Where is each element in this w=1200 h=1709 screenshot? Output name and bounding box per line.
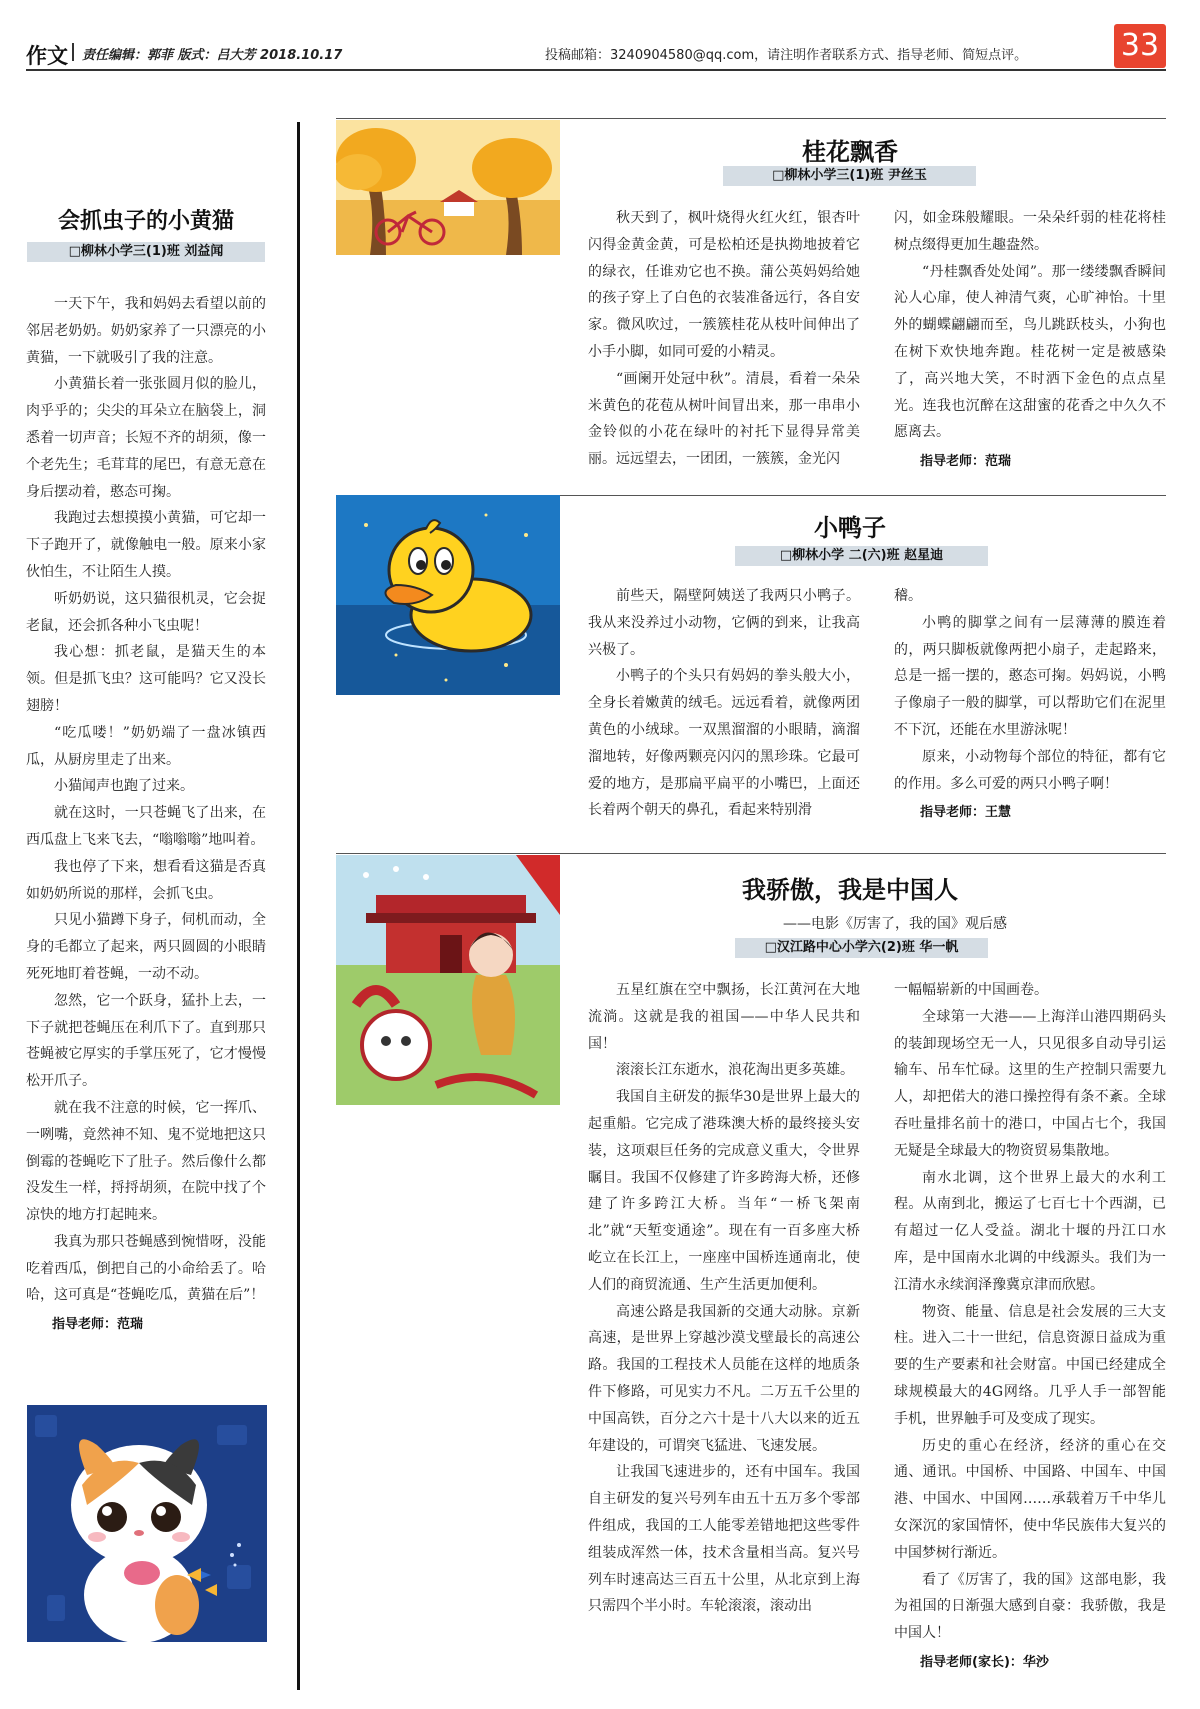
article-body	[894, 205, 1166, 476]
paragraph: 让我国飞速进步的，还有中国车。我国自主研发的复兴号列车由五十五万多个零部件组成，我国的工人能零差错地把这些零件组装成浑然一体，技术含量相当高。复兴号列车时速高达三百五十公里，从北京到上海只需四个半小时。车轮滚滚，滚动出	[588, 1464, 860, 1615]
article-body	[894, 583, 1166, 827]
article-title: 会抓虫子的小黄猫	[57, 208, 234, 234]
teacher-credit: 指导老师：王慧	[920, 805, 1012, 821]
paragraph: 我心想：抓老鼠，是猫天生的本领。但是抓飞虫？这可能吗？它又没长翅膀！	[26, 644, 266, 714]
paragraph: 前些天，隔壁阿姨送了我两只小鸭子。我从来没养过小动物，它俩的到来，让我高兴极了。	[588, 588, 860, 658]
duckling-illustration	[336, 495, 560, 695]
article-byline: □柳林小学 二(六)班 赵星迪	[735, 546, 988, 566]
osmanthus-illustration	[336, 120, 560, 255]
paragraph: “画阑开处冠中秋”。清晨，看着一朵朵米黄色的花苞从树叶间冒出来，那一串串小金铃似的小花在绿叶的衬托下显得异常美丽。远远望去，一团团，一簇簇，金光闪	[588, 370, 860, 468]
paragraph: 稽。	[894, 588, 922, 604]
header-separator	[72, 43, 74, 61]
teacher-credit: 指导老师：范瑞	[52, 1317, 144, 1333]
article-title: 桂花飘香	[802, 137, 898, 166]
paragraph: 就在我不注意的时候，它一挥爪、一咧嘴，竟然神不知、鬼不觉地把这只倒霉的苍蝇吃下了肚子。然后像什么都没发生一样，捋捋胡须，在院中找了个凉快的地方打起盹来。	[26, 1099, 266, 1224]
paragraph: 秋天到了，枫叶烧得火红火红，银杏叶闪得金黄金黄，可是松柏还是执拗地披着它的绿衣，任谁劝它也不换。蒲公英妈妈给她的孩子穿上了白色的衣装准备远行，各自安家。微风吹过，一簇簇桂花从枝叶间伸出了小手小脚，如同可爱的小精灵。	[588, 210, 860, 360]
paragraph: 看了《厉害了，我的国》这部电影，我为祖国的日渐强大感到自豪：我骄傲，我是中国人！	[894, 1571, 1166, 1642]
article-title: 我骄傲，我是中国人	[742, 875, 958, 904]
article-byline: □汉江路中心小学六(2)班 华一帆	[735, 938, 988, 958]
article-byline: □柳林小学三(1)班 刘益闻	[27, 242, 265, 262]
article-body	[588, 583, 860, 824]
article-body	[894, 977, 1166, 1677]
paragraph: 我也停了下来，想看看这猫是否真如奶奶所说的那样，会抓飞虫。	[26, 858, 266, 902]
paragraph: 高速公路是我国新的交通大动脉。京新高速，是世界上穿越沙漠戈壁最长的高速公路。我国的工程技术人员能在这样的地质条件下修路，可见实力不凡。二万五千公里的中国高铁，百分之六十是十八大以来的近五年建设的，可谓突飞猛进、飞速发展。	[588, 1303, 860, 1454]
teacher-credit: 指导老师：范瑞	[920, 454, 1012, 470]
paragraph: 就在这时，一只苍蝇飞了出来，在西瓜盘上飞来飞去，“嗡嗡嗡”地叫着。	[26, 805, 266, 848]
paragraph: 滚滚长江东逝水，浪花淘出更多英雄。	[616, 1062, 854, 1079]
paragraph: 原来，小动物每个部位的特征，都有它的作用。多么可爱的两只小鸭子啊！	[894, 748, 1166, 792]
paragraph: 忽然，它一个跃身，猛扑上去，一下子就把苍蝇压在利爪下了。直到那只苍蝇被它厚实的手掌压死了，它才慢慢松开爪子。	[26, 992, 266, 1090]
header-credits: 责任编辑：郭菲 版式：吕大芳 2018.10.17	[82, 48, 343, 63]
paragraph: 小黄猫长着一张张圆月似的脸儿，肉乎乎的；尖尖的耳朵立在脑袋上，洞悉着一切声音；长短不齐的胡须，像一个老先生；毛茸茸的尾巴，有意无意在身后摆动着，憨态可掬。	[26, 376, 266, 500]
article-body	[588, 205, 860, 473]
paragraph: 物资、能量、信息是社会发展的三大支柱。进入二十一世纪，信息资源日益成为重要的生产要素和社会财富。中国已经建成全球规模最大的4G网络。几乎人手一部智能手机，世界触手可及变成了现实。	[894, 1303, 1166, 1427]
paragraph: 小猫闻声也跑了过来。	[54, 778, 194, 795]
paragraph: 只见小猫蹲下身子，伺机而动，全身的毛都立了起来，两只圆圆的小眼睛死死地盯着苍蝇，一动不动。	[26, 912, 266, 982]
paragraph: 小鸭子的个头只有妈妈的拳头般大小，全身长着嫩黄的绒毛。远远看着，就像两团黄色的小绒球。一双黑溜溜的小眼睛，滴溜溜地转，好像两颗亮闪闪的黑珍珠。它最可爱的地方，是那扁平扁平的小嘴巴，上面还长着两个朝天的鼻孔，看起来特别滑	[588, 668, 860, 819]
paragraph: 我跑过去想摸摸小黄猫，可它却一下子跑开了，就像触电一般。原来小家伙怕生，不让陌生人摸。	[26, 510, 266, 580]
article-body	[26, 291, 266, 1339]
article-title: 小鸭子	[814, 513, 886, 542]
china-pride-illustration	[336, 855, 560, 1105]
paragraph: 我国自主研发的振华30是世界上最大的起重船。它完成了港珠澳大桥的最终接头安装，这项艰巨任务的完成意义重大，令世界瞩目。我国不仅修建了许多跨海大桥，还修建了许多跨江大桥。当年“一桥飞架南北”就“天堑变通途”。现在有一百多座大桥屹立在长江上，一座座中国桥连通南北，使人们的商贸流通、生产生活更加便利。	[588, 1089, 860, 1293]
paragraph: 一天下午，我和妈妈去看望以前的邻居老奶奶。奶奶家养了一只漂亮的小黄猫，一下就吸引了我的注意。	[26, 296, 266, 366]
paragraph: 听奶奶说，这只猫很机灵，它会捉老鼠，还会抓各种小飞虫呢！	[26, 590, 266, 634]
paragraph: 一幅幅崭新的中国画卷。	[894, 982, 1048, 998]
section-title: 作文	[26, 44, 68, 68]
paragraph: 我真为那只苍蝇感到惋惜呀，没能吃着西瓜，倒把自己的小命给丢了。哈哈，这可真是“苍蝇吃瓜，黄猫在后”！	[26, 1233, 266, 1304]
kitten-illustration	[27, 1405, 267, 1642]
paragraph: “丹桂飘香处处闻”。那一缕缕飘香瞬间沁人心扉，使人神清气爽，心旷神怡。十里外的蝴蝶翩翩而至，鸟儿跳跃枝头，小狗也在树下欢快地奔跑。桂花树一定是被感染了，高兴地大笑，不时洒下金色的点点星光。连我也沉醉在这甜蜜的花香之中久久不愿离去。	[894, 263, 1166, 441]
paragraph: 全球第一大港——上海洋山港四期码头的装卸现场空无一人，只见很多自动导引运输车、吊车忙碌。这里的生产控制只需要九人，却把偌大的港口操控得有条不紊。全球吞吐量排名前十的港口，中国占七个，我国无疑是全球最大的物资贸易集散地。	[894, 1008, 1166, 1159]
article-byline: □柳林小学三(1)班 尹丝玉	[723, 166, 976, 186]
section-rule	[336, 118, 1166, 119]
paragraph: 南水北调，这个世界上最大的水利工程。从南到北，搬运了七百七十个西湖，已有超过一亿人受益。湖北十堰的丹江口水库，是中国南水北调的中线源头。我们为一江清水永续润泽豫冀京津而欣慰。	[894, 1169, 1166, 1293]
paragraph: 五星红旗在空中飘扬，长江黄河在大地流淌。这就是我的祖国——中华人民共和国！	[588, 982, 860, 1052]
page-number-badge: 33	[1114, 24, 1166, 68]
teacher-credit: 指导老师(家长)：华沙	[920, 1654, 1049, 1670]
section-rule	[336, 853, 1166, 854]
paragraph: 历史的重心在经济，经济的重心在交通、通讯。中国桥、中国路、中国车、中国港、中国水、中国网……承载着万千中华儿女深沉的家国情怀，使中华民族伟大复兴的中国梦树行渐近。	[894, 1437, 1166, 1561]
header-rule	[26, 69, 1166, 71]
paragraph: 小鸭的脚掌之间有一层薄薄的膜连着的，两只脚板就像两把小扇子，走起路来，总是一摇一摆的，憨态可掬。妈妈说，小鸭子像扇子一般的脚掌，可以帮助它们在泥里不下沉，还能在水里游泳呢！	[894, 614, 1166, 738]
paragraph: 闪，如金珠般耀眼。一朵朵纤弱的桂花将桂树点缀得更加生趣盎然。	[894, 210, 1166, 253]
article-subtitle: ——电影《厉害了，我的国》观后感	[783, 916, 1007, 932]
submission-notice: 投稿邮箱：3240904580@qq.com，请注明作者联系方式、指导老师、简短点评。	[545, 48, 1028, 63]
column-divider	[297, 122, 300, 1690]
paragraph: “吃瓜喽！”奶奶端了一盘冰镇西瓜，从厨房里走了出来。	[26, 724, 266, 768]
article-body	[588, 977, 860, 1620]
